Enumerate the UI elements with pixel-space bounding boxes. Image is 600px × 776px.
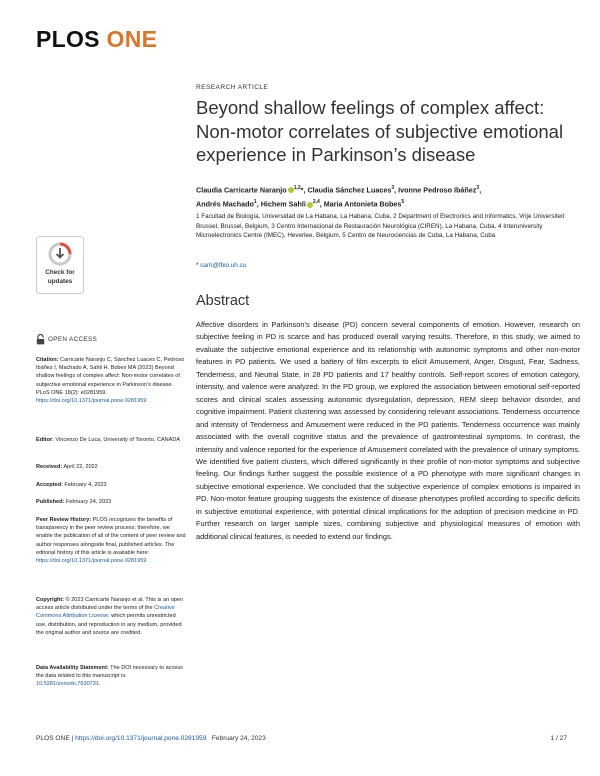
author-affiliation-ref: 1 — [253, 199, 257, 206]
author-affiliation-ref: 3 — [391, 185, 395, 191]
data-availability-text: The DOI necessary to access the data related to this manuscript is: — [36, 665, 183, 680]
peer-review-link[interactable]: https://doi.org/10.1371/journal.pone.0281959 — [36, 558, 147, 565]
author-affiliation-ref: 1,2 — [293, 185, 301, 191]
footer-date: February 24, 2023 — [211, 735, 266, 742]
citation-doi-link[interactable]: https://doi.org/10.1371/journal.pone.0281959 — [36, 398, 147, 405]
abstract-body: Affective disorders in Parkinson’s disease (PD) concern several components of emotion. However, research on subjective feeling in PD is scarce and has produced overall varying results. Therefore, in this study, we aimed to evaluate the subjective emotional experience and its relationship with autonomic symptoms and other non-motor features in PD patients. We used a battery of film excerpts to elicit Amusement, Anger, Disgust, Fear, Sadness, Tenderness, and Neutral State, in 28 PD patients and 17 healthy controls. Self-report scores of emotion category, intensity, and valence were analyzed. In the PD group, we explored the association between emotional self-reported scores and clinical scales assessing autonomic dysregulation, depression, REM sleep behavior disorder, and cognitive impairment. Patient clustering was assessed by considering relevant associations. Tenderness occurrence and intensity of Tenderness and Amusement were reduced in the PD patients. Tenderness occurrence was mainly associated with the overall cognitive status and the prevalence of gastrointestinal symptoms. In contrast, the intensity and valence reported for the experience of Amusement correlated with the prevalence of urinary symptoms. We identified five patient clusters, which differed significantly in their profile of non-motor symptoms and subjective feeling. Our findings further suggest the possible existence of a PD phenotype with more significant changes in subjective emotional experience. We concluded that the subjective experience of complex emotions is impaired in PD. Non-motor feature grouping suggests the existence of disease phenotypes profiled according to specific deficits in subjective emotional experience, with potential clinical implications for the adoption of precision medicine in PD. Further research on larger sample sizes, combining subjective and physiological measures of emotion with additional clinical features, is needed to extend our findings. — [196, 320, 580, 541]
check-for-updates-icon — [48, 242, 72, 266]
open-access-text: OPEN ACCESS — [48, 336, 98, 344]
author-affiliation-ref: 5 — [401, 199, 405, 206]
editor-label: Editor: — [36, 437, 54, 443]
published-date: February 24, 2023 — [65, 499, 112, 505]
citation-text: Carricarte Naranjo C, Sánchez Luaces C, Pedroso Ibáñez I, Machado A, Sahli H, Bobes MA (2023) Beyond shallow feelings of complex affect: Non-motor correlates of subjective emotional experience in Parkinson’s disease. PLoS ONE 18(2): e0281959. — [36, 357, 185, 396]
accepted-label: Accepted: — [36, 482, 63, 488]
footer-separator: | — [71, 735, 74, 742]
peer-review-text: PLOS recognizes the benefits of transparency in the peer review process; therefore, we enable the publication of all of the content of peer review and author responses alongside final, published articles. The editorial history of this article is available here: — [36, 517, 186, 556]
author-affiliation-ref: 2,4 — [312, 199, 320, 206]
badge-line-1: Check for — [45, 269, 75, 276]
accepted-date: February 4, 2023 — [64, 482, 107, 488]
peer-review-label: Peer Review History: — [36, 517, 92, 523]
journal-logo-plos: PLOS — [36, 26, 100, 52]
received-block — [36, 463, 186, 471]
peer-review-block — [36, 516, 186, 565]
received-label: Received: — [36, 464, 63, 470]
data-availability-label: Data Availability Statement: — [36, 665, 109, 671]
author-name[interactable]: Andrés Machado — [196, 199, 254, 209]
author-name[interactable]: , Hichem Sahli — [256, 199, 306, 209]
copyright-text: © 2023 Carricarte Naranjo et al. This is an open access article distributed under the terms of the — [36, 597, 184, 612]
author-name[interactable]: Claudia Carricarte Naranjo — [196, 185, 287, 195]
accepted-block — [36, 481, 186, 489]
check-for-updates-badge[interactable] — [36, 236, 84, 294]
corresponding-star: * — [196, 262, 199, 269]
abstract-heading: Abstract — [196, 293, 250, 309]
journal-logo-one: ONE — [106, 26, 158, 52]
corresponding-email-line — [196, 262, 246, 269]
copyright-label: Copyright: — [36, 597, 65, 603]
footer-doi-link[interactable]: https://doi.org/10.1371/journal.pone.0281959 — [75, 735, 207, 742]
data-availability-link[interactable]: 10.5281/zenodo.7630731. — [36, 681, 101, 688]
page-footer — [36, 735, 567, 742]
badge-line-2: updates — [47, 278, 73, 285]
corresponding-star: * — [300, 185, 304, 195]
author-name[interactable]: , Claudia Sánchez Luaces — [303, 185, 392, 195]
corresponding-email-link[interactable]: carri@fbio.uh.cu — [200, 262, 247, 269]
received-date: April 22, 2022 — [63, 464, 98, 470]
copyright-block — [36, 596, 186, 637]
open-lock-icon — [36, 334, 45, 345]
data-availability-block — [36, 664, 186, 689]
author-list — [196, 182, 580, 211]
citation-block — [36, 356, 186, 405]
author-separator: , — [479, 185, 482, 195]
author-affiliation-ref: 3 — [476, 185, 480, 191]
license-link[interactable]: Creative Commons Attribution License, — [36, 605, 175, 620]
editor-text: Vincenzo De Luca, University of Toronto, CANADA — [55, 437, 181, 443]
editor-block — [36, 436, 186, 444]
author-name[interactable]: , Maria Antonieta Bobes — [319, 199, 402, 209]
author-name[interactable]: , Ivonne Pedroso Ibáñez — [394, 185, 477, 195]
affiliations: 1 Facultad de Biología, Universidad de La Habana, La Habana, Cuba, 2 Department of Electronics and Informatics, Vrije Universiteit Brussel, Brussel, Belgium, 3 Centro Internacional de Restauración Neurológica (CIREN), La Habana, Cuba, 4 Interuniversity Microelectronics Centre (IMEC), Heverlee, Belgium, 5 Centro de Neurociencias de Cuba, La Habana, Cuba — [196, 213, 565, 240]
article-title: Beyond shallow feelings of complex affect: Non-motor correlates of subjective emotional experience in Parkinson’s disease — [196, 97, 564, 165]
copyright-text-cont: which permits unrestricted use, distribution, and reproduction in any medium, provided the original author and source are credited. — [36, 613, 182, 636]
open-access-label — [36, 334, 97, 345]
footer-journal: PLOS ONE — [36, 735, 70, 742]
page-number: 1 / 27 — [550, 735, 567, 742]
published-block — [36, 498, 186, 506]
citation-label: Citation: — [36, 357, 59, 363]
journal-logo — [36, 26, 157, 53]
article-type: RESEARCH ARTICLE — [196, 84, 269, 91]
published-label: Published: — [36, 499, 65, 505]
